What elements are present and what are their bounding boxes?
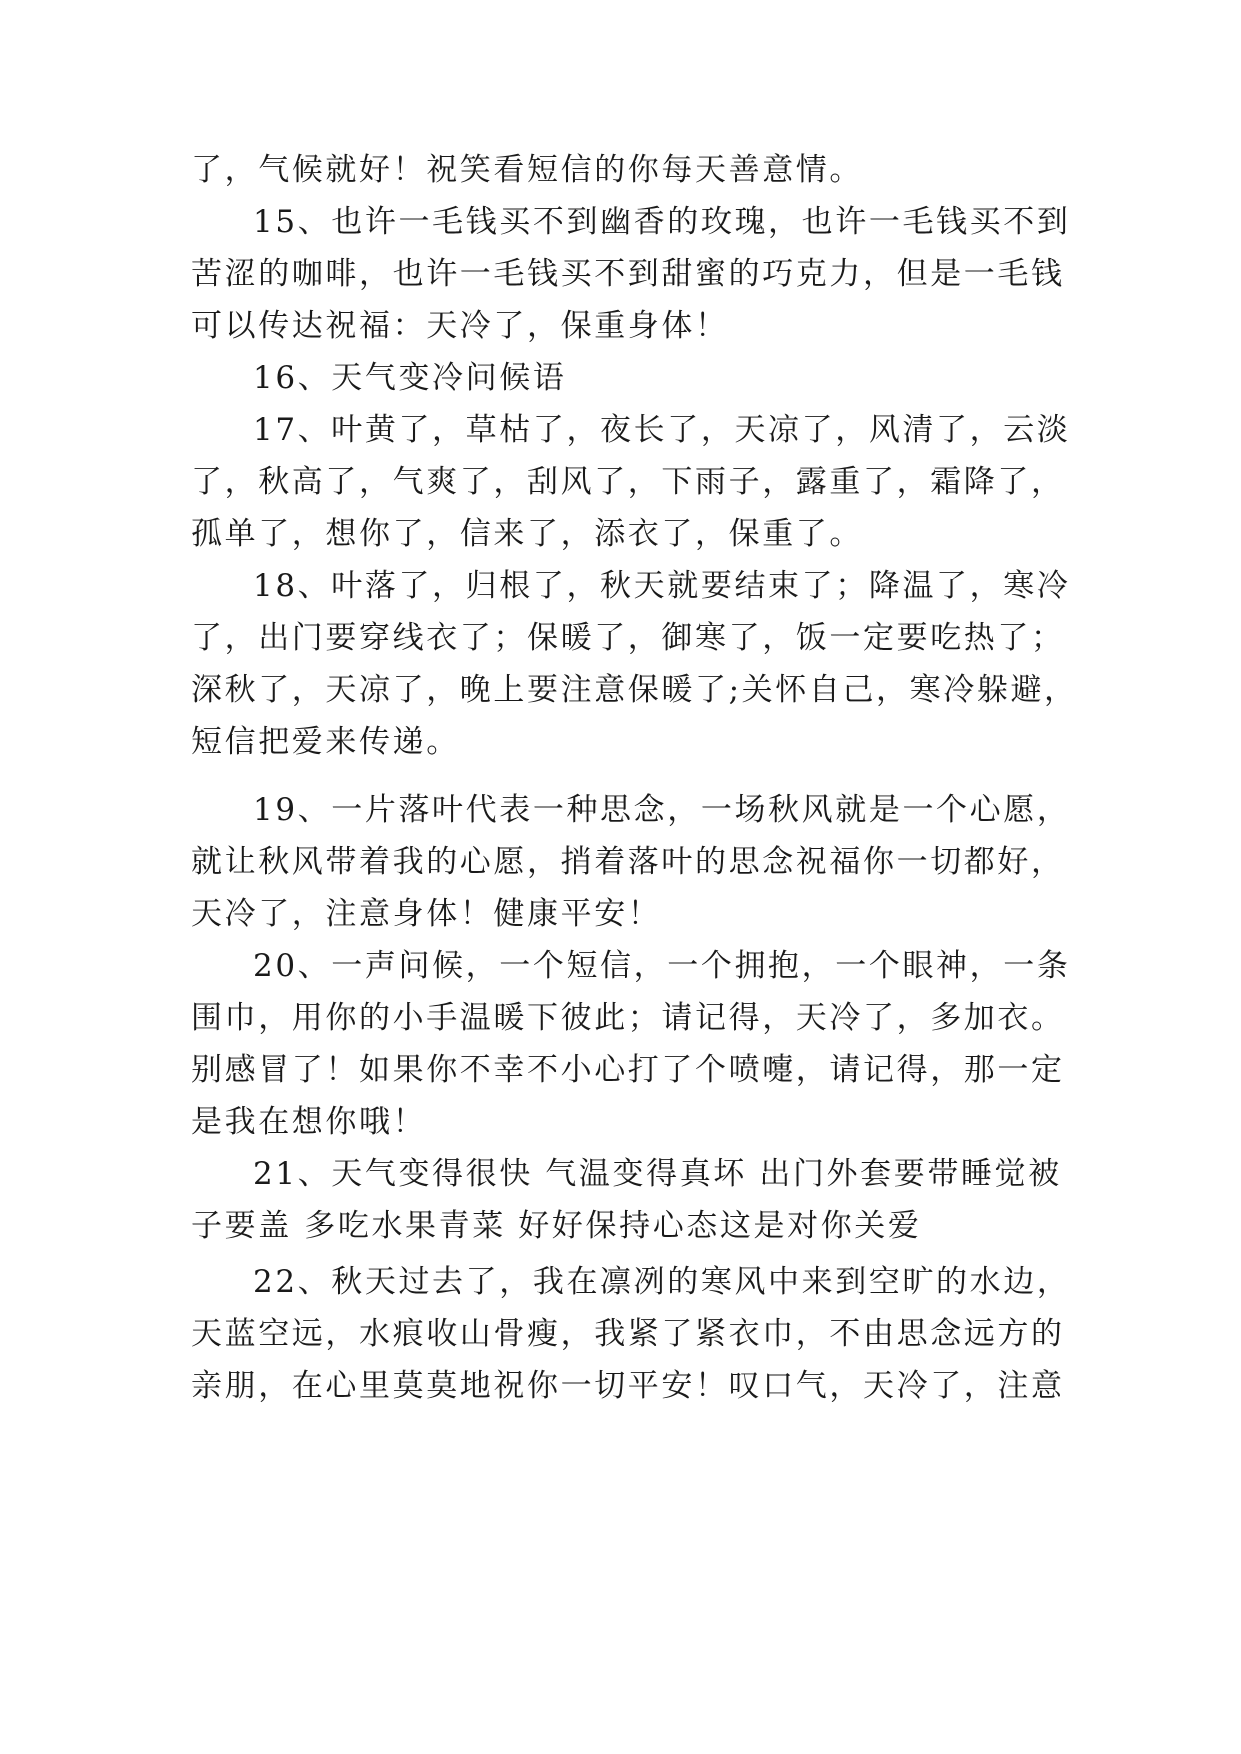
text-line: 孤单了，想你了，信来了，添衣了，保重了。 <box>191 516 863 552</box>
text-line: 可以传达祝福：天冷了，保重身体！ <box>191 308 729 344</box>
text-line: 了，气候就好！祝笑看短信的你每天善意情。 <box>191 152 863 188</box>
text-line: 是我在想你哦！ <box>191 1104 427 1140</box>
text-line: 21、天气变得很快 气温变得真坏 出门外套要带睡觉被 <box>253 1156 1062 1192</box>
text-line: 亲朋，在心里莫莫地祝你一切平安！叹口气，天冷了，注意 <box>191 1368 1065 1404</box>
text-line: 15、也许一毛钱买不到幽香的玫瑰，也许一毛钱买不到 <box>253 204 1071 240</box>
text-line: 22、秋天过去了，我在凛冽的寒风中来到空旷的水边， <box>253 1264 1071 1300</box>
text-line: 天蓝空远，水痕收山骨瘦，我紧了紧衣巾，不由思念远方的 <box>191 1316 1065 1352</box>
text-line: 子要盖 多吃水果青菜 好好保持心态这是对你关爱 <box>191 1208 922 1244</box>
text-line: 围巾，用你的小手温暖下彼此；请记得，天冷了，多加衣。 <box>191 1000 1065 1036</box>
text-line: 短信把爱来传递。 <box>191 724 460 760</box>
text-line: 天冷了，注意身体！健康平安！ <box>191 896 662 932</box>
text-line: 19、一片落叶代表一种思念，一场秋风就是一个心愿， <box>253 792 1071 828</box>
text-line: 了，出门要穿线衣了；保暖了，御寒了，饭一定要吃热了； <box>191 620 1065 656</box>
text-line: 了，秋高了，气爽了，刮风了，下雨子，露重了，霜降了， <box>191 464 1065 500</box>
text-line: 就让秋风带着我的心愿，捎着落叶的思念祝福你一切都好， <box>191 844 1065 880</box>
text-line: 17、叶黄了，草枯了，夜长了，天凉了，风清了，云淡 <box>253 412 1071 448</box>
text-line: 别感冒了！如果你不幸不小心打了个喷嚏，请记得，那一定 <box>191 1052 1065 1088</box>
text-line: 20、一声问候，一个短信，一个拥抱，一个眼神，一条 <box>253 948 1071 984</box>
text-line: 苦涩的咖啡，也许一毛钱买不到甜蜜的巧克力，但是一毛钱 <box>191 256 1065 292</box>
text-line: 16、天气变冷问候语 <box>253 360 567 396</box>
text-line: 深秋了，天凉了，晚上要注意保暖了;关怀自己，寒冷躲避， <box>191 672 1078 708</box>
text-line: 18、叶落了，归根了，秋天就要结束了；降温了，寒冷 <box>253 568 1071 604</box>
